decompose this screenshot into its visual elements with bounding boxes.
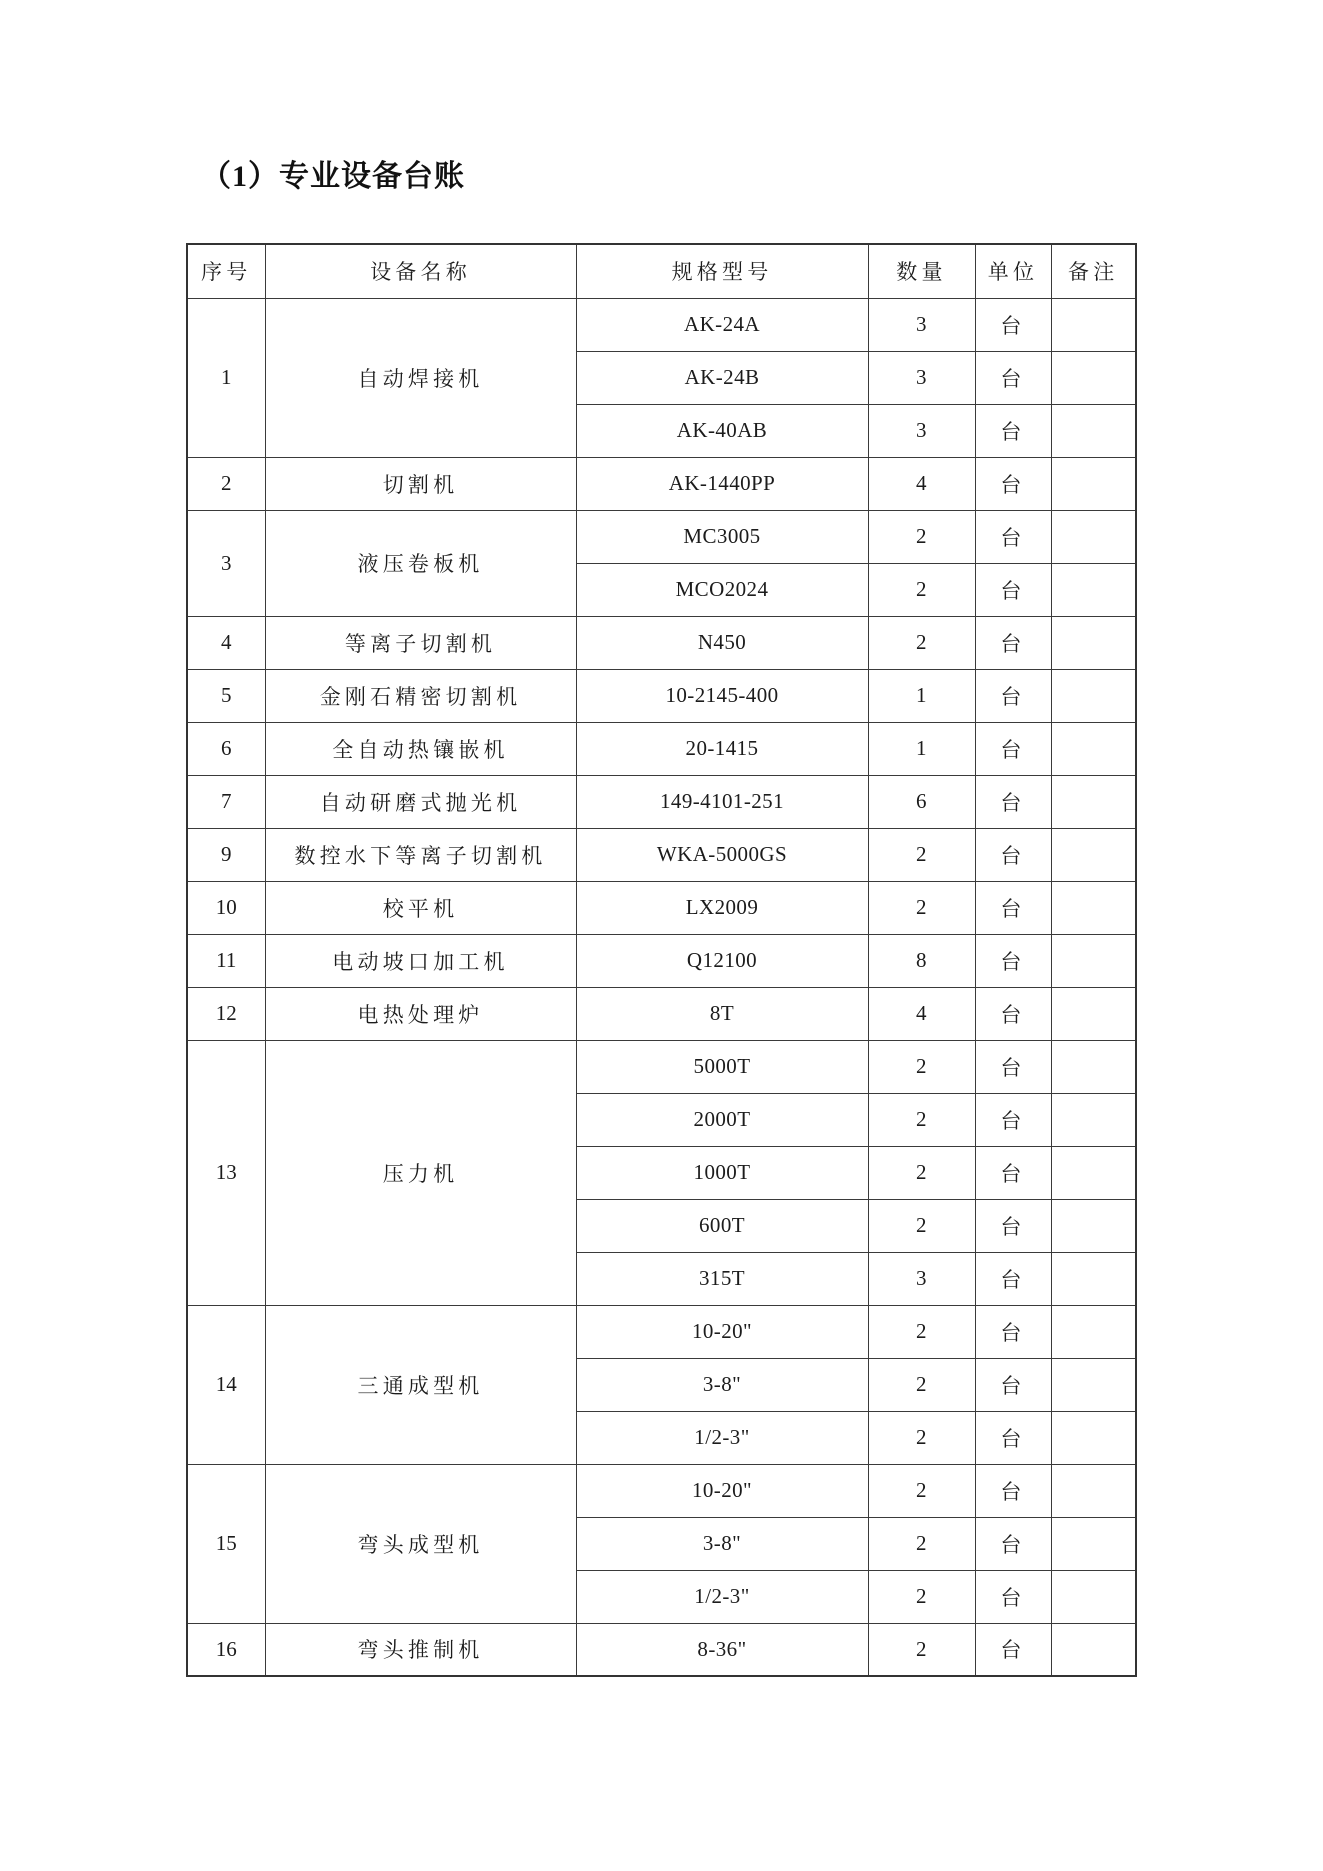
equipment-name-cell: 电热处理炉 bbox=[265, 987, 576, 1040]
remark-cell bbox=[1051, 1040, 1136, 1093]
unit-cell: 台 bbox=[975, 457, 1051, 510]
equipment-name-cell: 三通成型机 bbox=[265, 1305, 576, 1464]
unit-cell: 台 bbox=[975, 881, 1051, 934]
spec-model-cell: WKA-5000GS bbox=[576, 828, 868, 881]
remark-cell bbox=[1051, 722, 1136, 775]
row-number-cell: 1 bbox=[187, 298, 265, 457]
equipment-name-cell: 数控水下等离子切割机 bbox=[265, 828, 576, 881]
row-number-cell: 12 bbox=[187, 987, 265, 1040]
quantity-cell: 4 bbox=[868, 457, 975, 510]
spec-model-cell: MC3005 bbox=[576, 510, 868, 563]
quantity-cell: 2 bbox=[868, 1358, 975, 1411]
equipment-ledger-table bbox=[186, 243, 1137, 1677]
spec-model-cell: AK-1440PP bbox=[576, 457, 868, 510]
table-row bbox=[187, 510, 1136, 563]
table-row bbox=[187, 298, 1136, 351]
spec-model-cell: 8T bbox=[576, 987, 868, 1040]
equipment-name-cell: 校平机 bbox=[265, 881, 576, 934]
unit-cell: 台 bbox=[975, 1093, 1051, 1146]
remark-cell bbox=[1051, 404, 1136, 457]
row-number-cell: 6 bbox=[187, 722, 265, 775]
quantity-cell: 2 bbox=[868, 1570, 975, 1623]
table-row bbox=[187, 881, 1136, 934]
remark-cell bbox=[1051, 987, 1136, 1040]
row-number-cell: 5 bbox=[187, 669, 265, 722]
quantity-cell: 2 bbox=[868, 616, 975, 669]
header-row bbox=[187, 244, 1136, 298]
column-header-2: 规格型号 bbox=[576, 244, 868, 298]
quantity-cell: 2 bbox=[868, 1305, 975, 1358]
quantity-cell: 2 bbox=[868, 510, 975, 563]
equipment-name-cell: 弯头成型机 bbox=[265, 1464, 576, 1623]
remark-cell bbox=[1051, 775, 1136, 828]
remark-cell bbox=[1051, 616, 1136, 669]
equipment-name-cell: 压力机 bbox=[265, 1040, 576, 1305]
remark-cell bbox=[1051, 1464, 1136, 1517]
remark-cell bbox=[1051, 1358, 1136, 1411]
quantity-cell: 6 bbox=[868, 775, 975, 828]
row-number-cell: 14 bbox=[187, 1305, 265, 1464]
column-header-0: 序号 bbox=[187, 244, 265, 298]
page-title: （1）专业设备台账 bbox=[201, 160, 465, 193]
table-row bbox=[187, 934, 1136, 987]
column-header-1: 设备名称 bbox=[265, 244, 576, 298]
remark-cell bbox=[1051, 881, 1136, 934]
spec-model-cell: MCO2024 bbox=[576, 563, 868, 616]
quantity-cell: 3 bbox=[868, 351, 975, 404]
unit-cell: 台 bbox=[975, 775, 1051, 828]
quantity-cell: 2 bbox=[868, 1464, 975, 1517]
equipment-name-cell: 电动坡口加工机 bbox=[265, 934, 576, 987]
spec-model-cell: AK-24A bbox=[576, 298, 868, 351]
remark-cell bbox=[1051, 457, 1136, 510]
unit-cell: 台 bbox=[975, 987, 1051, 1040]
remark-cell bbox=[1051, 1517, 1136, 1570]
spec-model-cell: 149-4101-251 bbox=[576, 775, 868, 828]
spec-model-cell: 8-36" bbox=[576, 1623, 868, 1676]
quantity-cell: 2 bbox=[868, 563, 975, 616]
row-number-cell: 7 bbox=[187, 775, 265, 828]
table-row bbox=[187, 1623, 1136, 1676]
column-header-5: 备注 bbox=[1051, 244, 1136, 298]
table-row bbox=[187, 828, 1136, 881]
row-number-cell: 9 bbox=[187, 828, 265, 881]
unit-cell: 台 bbox=[975, 1199, 1051, 1252]
unit-cell: 台 bbox=[975, 1252, 1051, 1305]
quantity-cell: 2 bbox=[868, 828, 975, 881]
equipment-name-cell: 液压卷板机 bbox=[265, 510, 576, 616]
quantity-cell: 2 bbox=[868, 881, 975, 934]
unit-cell: 台 bbox=[975, 1623, 1051, 1676]
unit-cell: 台 bbox=[975, 616, 1051, 669]
table-row bbox=[187, 616, 1136, 669]
equipment-name-cell: 等离子切割机 bbox=[265, 616, 576, 669]
spec-model-cell: AK-24B bbox=[576, 351, 868, 404]
unit-cell: 台 bbox=[975, 351, 1051, 404]
column-header-4: 单位 bbox=[975, 244, 1051, 298]
remark-cell bbox=[1051, 298, 1136, 351]
table-row bbox=[187, 1464, 1136, 1517]
quantity-cell: 3 bbox=[868, 1252, 975, 1305]
quantity-cell: 2 bbox=[868, 1623, 975, 1676]
row-number-cell: 13 bbox=[187, 1040, 265, 1305]
spec-model-cell: LX2009 bbox=[576, 881, 868, 934]
unit-cell: 台 bbox=[975, 1305, 1051, 1358]
spec-model-cell: N450 bbox=[576, 616, 868, 669]
quantity-cell: 2 bbox=[868, 1146, 975, 1199]
row-number-cell: 16 bbox=[187, 1623, 265, 1676]
table-header bbox=[187, 244, 1136, 298]
unit-cell: 台 bbox=[975, 722, 1051, 775]
spec-model-cell: Q12100 bbox=[576, 934, 868, 987]
unit-cell: 台 bbox=[975, 298, 1051, 351]
spec-model-cell: 600T bbox=[576, 1199, 868, 1252]
equipment-name-cell: 切割机 bbox=[265, 457, 576, 510]
table-row bbox=[187, 775, 1136, 828]
equipment-name-cell: 自动焊接机 bbox=[265, 298, 576, 457]
row-number-cell: 15 bbox=[187, 1464, 265, 1623]
table-body bbox=[187, 298, 1136, 1676]
spec-model-cell: AK-40AB bbox=[576, 404, 868, 457]
unit-cell: 台 bbox=[975, 1411, 1051, 1464]
quantity-cell: 4 bbox=[868, 987, 975, 1040]
quantity-cell: 2 bbox=[868, 1199, 975, 1252]
row-number-cell: 11 bbox=[187, 934, 265, 987]
table-row bbox=[187, 987, 1136, 1040]
unit-cell: 台 bbox=[975, 1570, 1051, 1623]
remark-cell bbox=[1051, 563, 1136, 616]
row-number-cell: 4 bbox=[187, 616, 265, 669]
unit-cell: 台 bbox=[975, 934, 1051, 987]
quantity-cell: 3 bbox=[868, 404, 975, 457]
remark-cell bbox=[1051, 1146, 1136, 1199]
spec-model-cell: 20-1415 bbox=[576, 722, 868, 775]
quantity-cell: 2 bbox=[868, 1411, 975, 1464]
unit-cell: 台 bbox=[975, 1517, 1051, 1570]
spec-model-cell: 10-2145-400 bbox=[576, 669, 868, 722]
spec-model-cell: 10-20" bbox=[576, 1464, 868, 1517]
remark-cell bbox=[1051, 1411, 1136, 1464]
remark-cell bbox=[1051, 669, 1136, 722]
remark-cell bbox=[1051, 1199, 1136, 1252]
equipment-name-cell: 全自动热镶嵌机 bbox=[265, 722, 576, 775]
quantity-cell: 1 bbox=[868, 722, 975, 775]
quantity-cell: 2 bbox=[868, 1517, 975, 1570]
remark-cell bbox=[1051, 828, 1136, 881]
spec-model-cell: 315T bbox=[576, 1252, 868, 1305]
unit-cell: 台 bbox=[975, 1040, 1051, 1093]
quantity-cell: 1 bbox=[868, 669, 975, 722]
quantity-cell: 2 bbox=[868, 1040, 975, 1093]
column-header-3: 数量 bbox=[868, 244, 975, 298]
spec-model-cell: 3-8" bbox=[576, 1517, 868, 1570]
quantity-cell: 3 bbox=[868, 298, 975, 351]
spec-model-cell: 2000T bbox=[576, 1093, 868, 1146]
remark-cell bbox=[1051, 1305, 1136, 1358]
table-row bbox=[187, 1305, 1136, 1358]
quantity-cell: 8 bbox=[868, 934, 975, 987]
unit-cell: 台 bbox=[975, 1146, 1051, 1199]
remark-cell bbox=[1051, 1093, 1136, 1146]
row-number-cell: 10 bbox=[187, 881, 265, 934]
unit-cell: 台 bbox=[975, 828, 1051, 881]
remark-cell bbox=[1051, 1570, 1136, 1623]
remark-cell bbox=[1051, 1623, 1136, 1676]
equipment-name-cell: 金刚石精密切割机 bbox=[265, 669, 576, 722]
row-number-cell: 3 bbox=[187, 510, 265, 616]
unit-cell: 台 bbox=[975, 510, 1051, 563]
spec-model-cell: 10-20" bbox=[576, 1305, 868, 1358]
equipment-name-cell: 自动研磨式抛光机 bbox=[265, 775, 576, 828]
spec-model-cell: 5000T bbox=[576, 1040, 868, 1093]
remark-cell bbox=[1051, 351, 1136, 404]
table-row bbox=[187, 722, 1136, 775]
unit-cell: 台 bbox=[975, 1358, 1051, 1411]
equipment-name-cell: 弯头推制机 bbox=[265, 1623, 576, 1676]
table-row bbox=[187, 1040, 1136, 1093]
spec-model-cell: 1/2-3" bbox=[576, 1570, 868, 1623]
table-row bbox=[187, 669, 1136, 722]
remark-cell bbox=[1051, 1252, 1136, 1305]
quantity-cell: 2 bbox=[868, 1093, 975, 1146]
unit-cell: 台 bbox=[975, 404, 1051, 457]
unit-cell: 台 bbox=[975, 1464, 1051, 1517]
remark-cell bbox=[1051, 510, 1136, 563]
unit-cell: 台 bbox=[975, 669, 1051, 722]
spec-model-cell: 1000T bbox=[576, 1146, 868, 1199]
spec-model-cell: 3-8" bbox=[576, 1358, 868, 1411]
remark-cell bbox=[1051, 934, 1136, 987]
spec-model-cell: 1/2-3" bbox=[576, 1411, 868, 1464]
table-row bbox=[187, 457, 1136, 510]
unit-cell: 台 bbox=[975, 563, 1051, 616]
row-number-cell: 2 bbox=[187, 457, 265, 510]
